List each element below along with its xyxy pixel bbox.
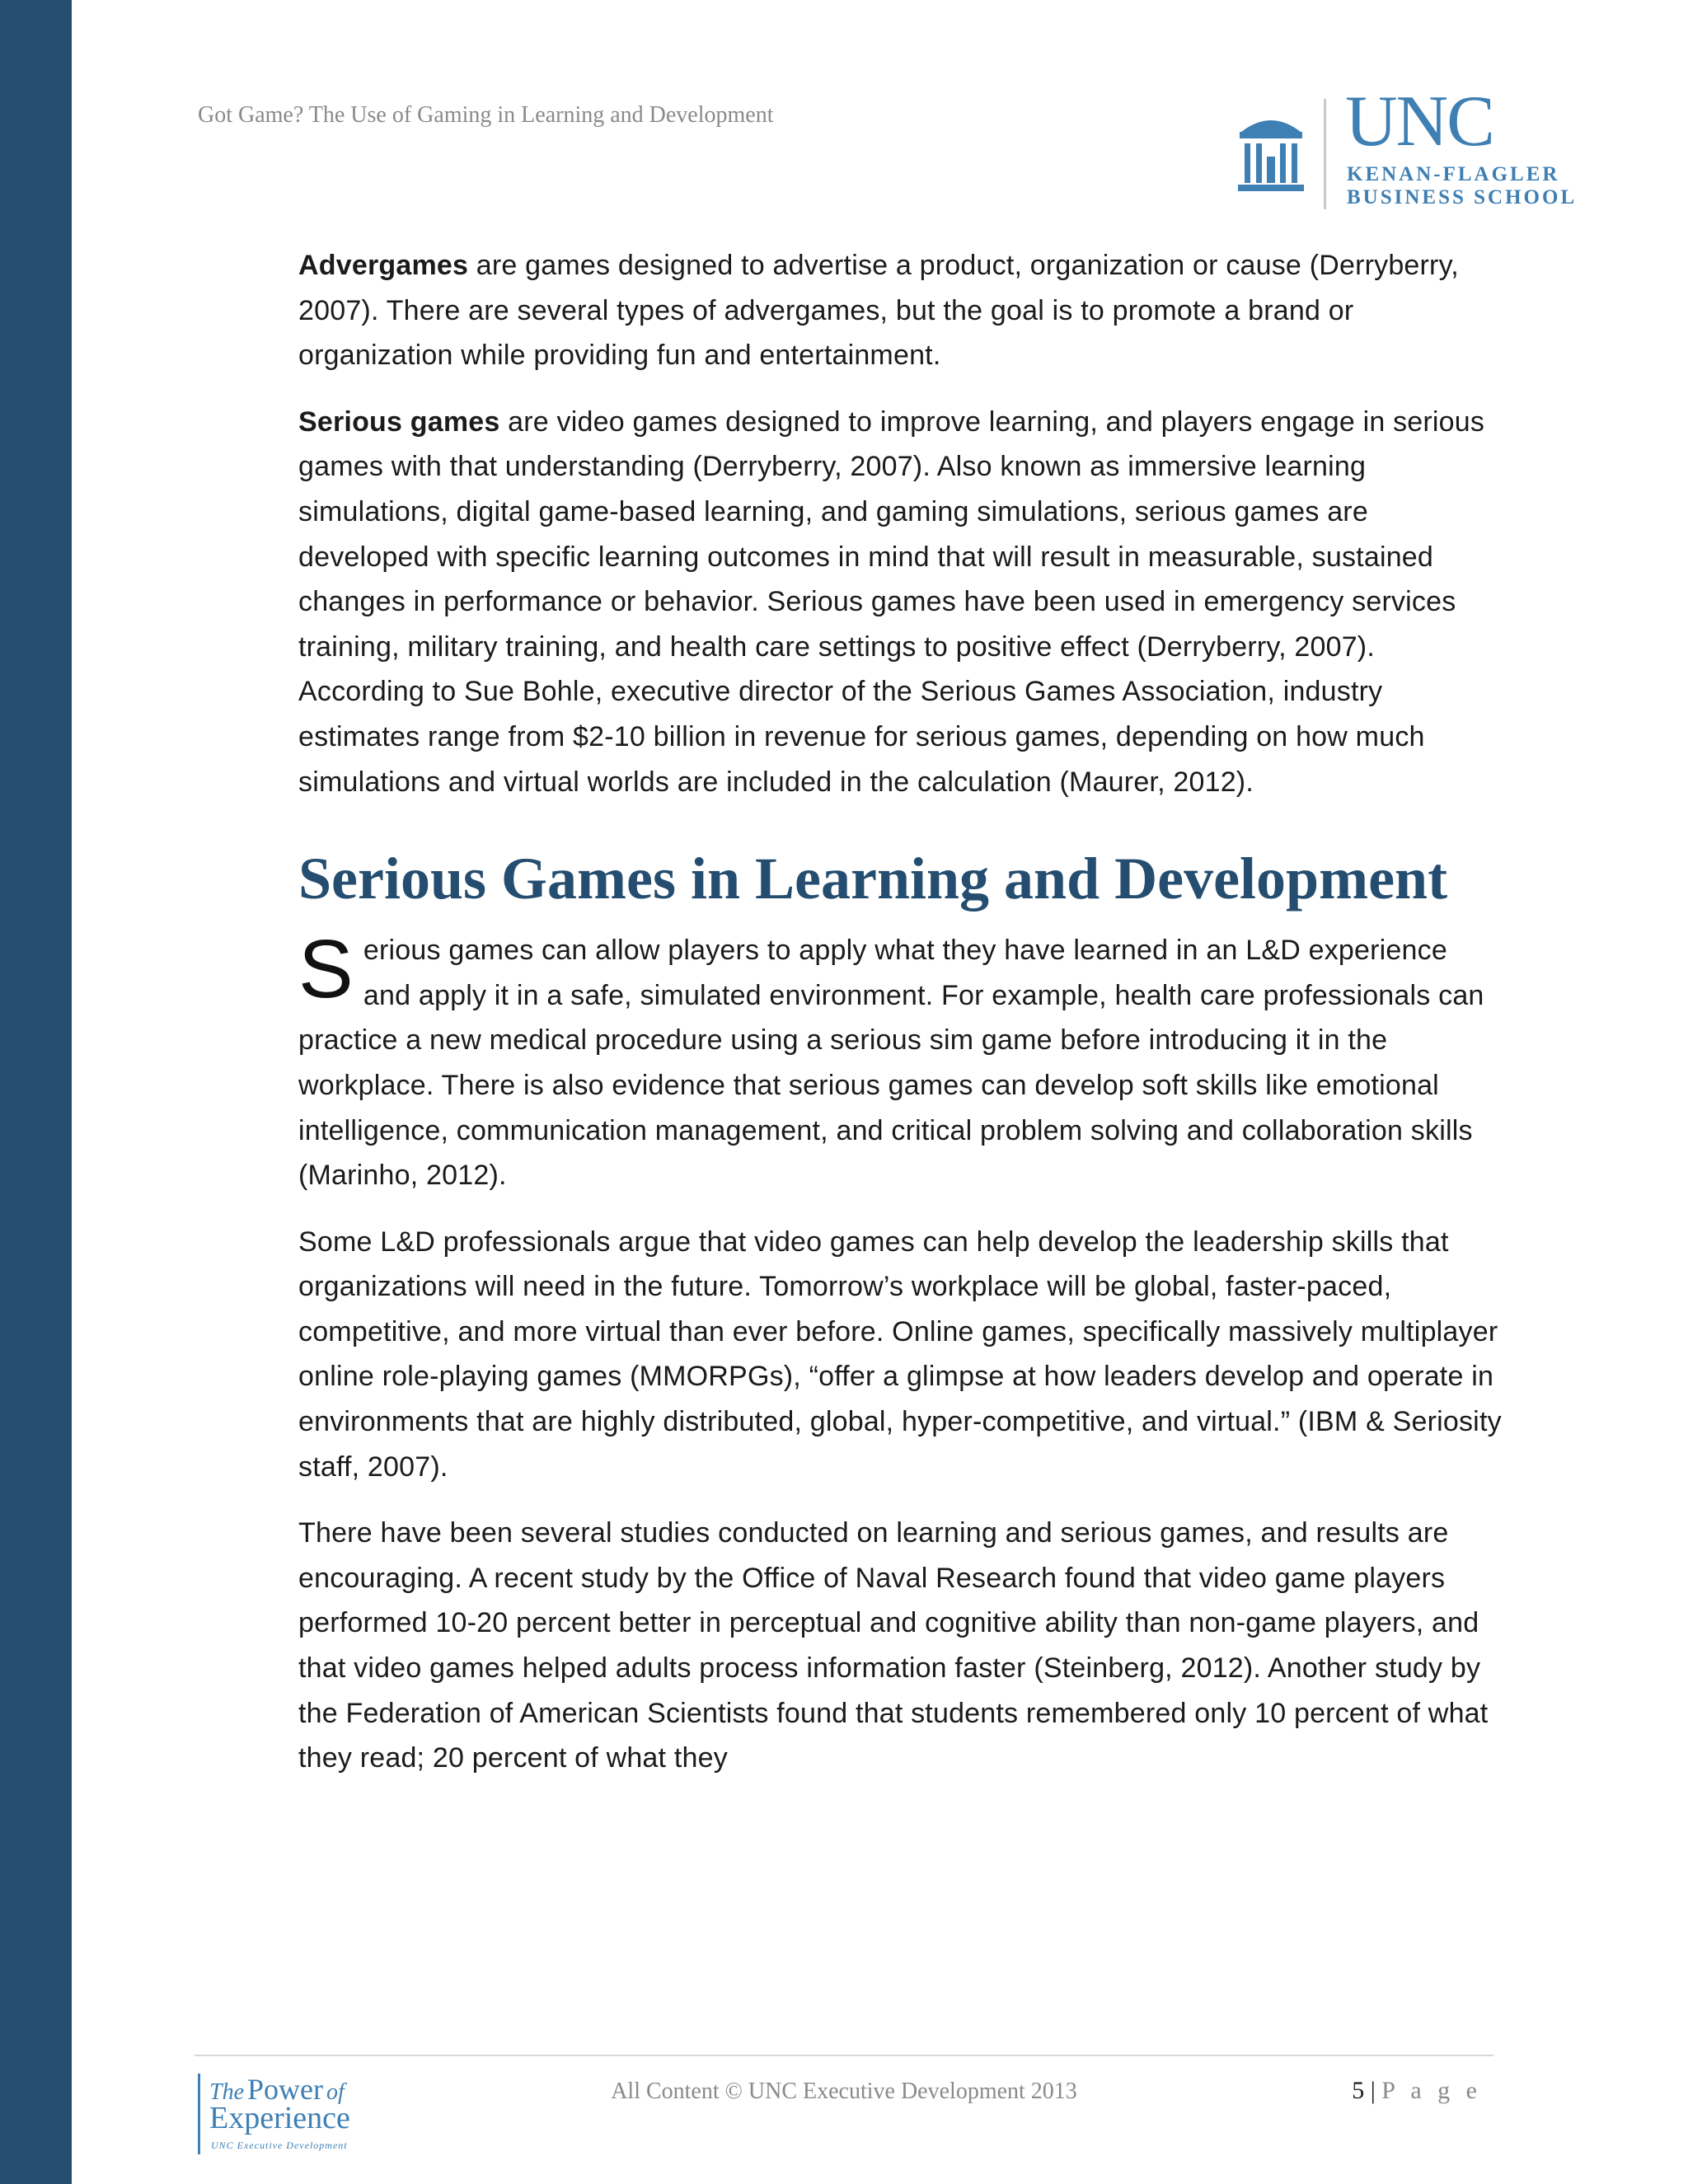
paragraph-studies: There have been several studies conducted on learning and serious games, and results are encouraging. A recent study by the Office of Naval Research found that video game players performed 10-20 percent better in perceptual and cognitive ability than non-game players, and that video games helped adults process information faster (Steinberg, 2012). Another study by the Federation of American Scientists found that students remembered only 10 percent of what they read; 20 percent of what they: [298, 1517, 1489, 1774]
paragraph-serious-games: [298, 400, 1502, 804]
logo-divider: [1324, 99, 1326, 209]
footer-copyright: All Content © UNC Executive Development 2013: [611, 2079, 1077, 2104]
footer-divider: [195, 2055, 1493, 2056]
running-header: Got Game? The Use of Gaming in Learning and Development: [198, 102, 774, 128]
logo-school-line-2: BUSINESS SCHOOL: [1347, 186, 1578, 209]
main-content: [298, 243, 1502, 1802]
logo-school-line-1: KENAN-FLAGLER: [1347, 163, 1560, 185]
left-sidebar-band: [0, 0, 72, 2184]
footer-logo-line-1: The Power of: [209, 2073, 345, 2106]
footer-logo-line-2: Experience: [209, 2101, 350, 2135]
drop-cap: S: [298, 923, 354, 1016]
paragraph-text: are games designed to advertise a product, organization or cause (Derryberry, 2007). There are several types of advergames, but the goal is to promote a brand or organization while providing fun and entertainment.: [298, 250, 1459, 372]
logo-wordmark: UNC: [1345, 82, 1493, 162]
unc-kenan-flagler-logo: [1236, 82, 1599, 213]
old-well-icon: [1236, 107, 1306, 199]
paragraph-advergames: [298, 243, 1502, 378]
page-number-value: 5: [1352, 2077, 1365, 2104]
paragraph-text: erious games can allow players to apply what they have learned in an L&D experience and apply it in a safe, simulated environment. For example, health care professionals can practice a new medical procedure using a serious sim game before introducing it in the workplace. There is also evidence that serious games can develop soft skills like emotional intelligence, communication management, and critical problem solving and collaboration skills (Marinho, 2012).: [298, 935, 1484, 1192]
footer-logo-tagline: UNC Executive Development: [211, 2139, 348, 2151]
page-separator: |: [1370, 2077, 1376, 2104]
paragraph-leadership: Some L&D professionals argue that video games can help develop the leadership skills that organizations will need in the future. Tomorrow’s workplace will be global, faster-paced, competitive, and more virtual than ever before. Online games, specifically massively multiplayer online role-playing games (MMORPGs), “offer a glimpse at how leaders develop and operate in environments that are highly distributed, global, hyper-competitive, and virtual.” (IBM & Seriosity staff, 2007).: [298, 1226, 1502, 1483]
paragraph-intro-with-drop-cap: [298, 923, 1502, 1198]
page-label: P a g e: [1381, 2077, 1482, 2104]
paragraph-text: are video games designed to improve learning, and players engage in serious games with that understanding (Derryberry, 2007). Also known as immersive learning simulations, digital game-based learning, and gaming simulations, serious games are developed with specific learning outcomes in mind that will result in measurable, sustained changes in performance or behavior. Serious games have been used in emergency services training, military training, and health care settings to positive effect (Derryberry, 2007). According to Sue Bohle, executive director of the Serious Games Association, industry estimates range from $2-10 billion in revenue for serious games, depending on how much simulations and virtual worlds are included in the calculation (Maurer, 2012).: [298, 405, 1485, 798]
term-advergames: Advergames: [298, 250, 469, 281]
page-number: [1352, 2077, 1482, 2105]
section-heading: Serious Games in Learning and Development: [298, 846, 1448, 912]
term-serious-games: Serious games: [298, 405, 500, 438]
